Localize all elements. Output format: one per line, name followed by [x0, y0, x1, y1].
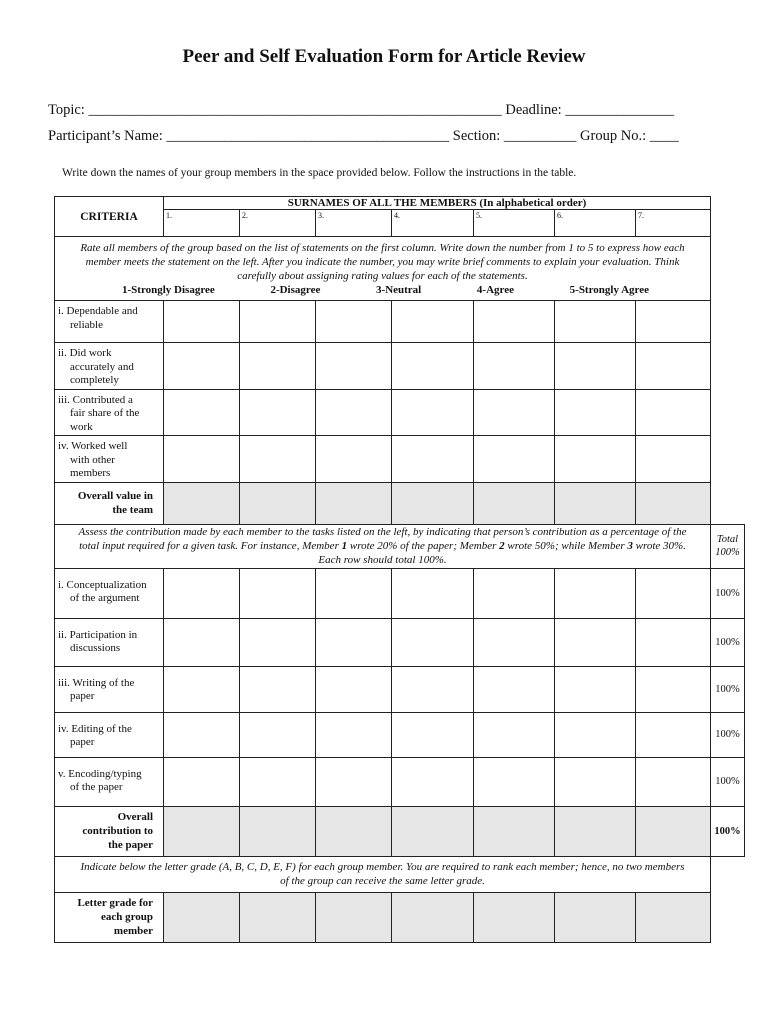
- contribution-cell[interactable]: [240, 757, 316, 806]
- contribution-cell[interactable]: [392, 712, 474, 757]
- contribution-cell[interactable]: [240, 618, 316, 666]
- rating-cell[interactable]: [474, 343, 555, 390]
- letter-grade-line: member: [113, 925, 153, 937]
- rating-cell[interactable]: [474, 389, 555, 436]
- contribution-cell[interactable]: [474, 568, 555, 618]
- criterion-label: [55, 436, 164, 483]
- rating-cell[interactable]: [555, 343, 636, 390]
- task-line: discussions: [70, 642, 121, 654]
- task-line: iv. Editing of the: [58, 722, 132, 735]
- contribution-cell[interactable]: [555, 618, 636, 666]
- scale-4: 4-Agree: [476, 283, 514, 296]
- task-line: of the argument: [70, 592, 140, 604]
- rating-cell[interactable]: [392, 436, 474, 483]
- contribution-cell[interactable]: [636, 618, 711, 666]
- section-field[interactable]: __________: [503, 128, 577, 144]
- rating-cell[interactable]: [164, 343, 240, 390]
- letter-grade-cell[interactable]: [316, 892, 392, 942]
- criterion-line: iv. Worked well: [58, 440, 128, 452]
- scale-2: 2-Disagree: [270, 283, 321, 296]
- contribution-cell[interactable]: [240, 666, 316, 712]
- total-value: 100%: [715, 547, 740, 558]
- task-line: i. Conceptualization: [58, 578, 147, 591]
- rating-cell[interactable]: [240, 389, 316, 436]
- rating-cell[interactable]: [636, 301, 711, 343]
- rating-cell[interactable]: [636, 343, 711, 390]
- participant-name-label: Participant’s Name:: [48, 128, 163, 144]
- letter-grade-label: [55, 892, 164, 942]
- rating-cell[interactable]: [555, 301, 636, 343]
- contribution-cell[interactable]: [164, 712, 240, 757]
- member-ref: 1: [341, 540, 348, 552]
- rating-cell[interactable]: [474, 301, 555, 343]
- contribution-cell[interactable]: [316, 618, 392, 666]
- overall-contribution-line: Overall: [117, 811, 153, 823]
- task-line: of the paper: [70, 781, 123, 793]
- contribution-cell[interactable]: [636, 666, 711, 712]
- overall-contribution-total: 100%: [711, 806, 745, 856]
- contribution-row: [55, 757, 745, 806]
- contribution-row: [55, 666, 745, 712]
- overall-value-cell[interactable]: [392, 482, 474, 524]
- letter-grade-cell[interactable]: [240, 892, 316, 942]
- rating-cell[interactable]: [636, 389, 711, 436]
- overall-value-line: the team: [112, 504, 153, 516]
- row-total: 100%: [711, 757, 745, 806]
- deadline-label: Deadline:: [505, 102, 562, 118]
- form-title: Peer and Self Evaluation Form for Article Review: [182, 46, 586, 67]
- member-name-cell-4[interactable]: 4.: [392, 210, 474, 237]
- overall-contribution-cell[interactable]: [474, 806, 555, 856]
- overall-value-cell[interactable]: [555, 482, 636, 524]
- rating-cell[interactable]: [316, 436, 392, 483]
- rating-scale: [58, 283, 707, 297]
- criterion-line: fair share of the: [70, 407, 140, 419]
- rating-cell[interactable]: [240, 436, 316, 483]
- contribution-cell[interactable]: [392, 757, 474, 806]
- member-name-cell-2[interactable]: 2.: [240, 210, 316, 237]
- member-name-cell-1[interactable]: 1.: [164, 210, 240, 237]
- task-line: v. Encoding/typing: [58, 767, 142, 780]
- scale-1: 1-Strongly Disagree: [122, 283, 215, 296]
- criterion-line: with other: [70, 453, 115, 466]
- contribution-cell[interactable]: [636, 568, 711, 618]
- contribution-cell[interactable]: [392, 568, 474, 618]
- contribution-cell[interactable]: [316, 757, 392, 806]
- criterion-line: completely: [70, 374, 119, 386]
- rating-cell[interactable]: [392, 343, 474, 390]
- rating-cell[interactable]: [636, 436, 711, 483]
- rating-row: [55, 301, 745, 343]
- member-name-cell-5[interactable]: 5.: [474, 210, 555, 237]
- overall-contribution-line: contribution to: [82, 825, 153, 837]
- contribution-text: wrote 30%. Each row should total 100%.: [318, 540, 686, 566]
- total-label: Total: [716, 534, 739, 545]
- overall-value-cell[interactable]: [474, 482, 555, 524]
- rating-cell[interactable]: [164, 436, 240, 483]
- overall-contribution-cell[interactable]: [555, 806, 636, 856]
- row-total: 100%: [711, 712, 745, 757]
- overall-value-cell[interactable]: [316, 482, 392, 524]
- rating-instruction: [55, 237, 711, 301]
- contribution-cell[interactable]: [316, 712, 392, 757]
- overall-contribution-line: the paper: [108, 839, 153, 851]
- overall-contribution-row: [55, 806, 745, 856]
- overall-contribution-cell[interactable]: [636, 806, 711, 856]
- rating-cell[interactable]: [240, 301, 316, 343]
- contribution-cell[interactable]: [164, 618, 240, 666]
- criterion-label: [55, 301, 164, 343]
- participant-line: [48, 128, 679, 145]
- member-name-cell-3[interactable]: 3.: [316, 210, 392, 237]
- rating-cell[interactable]: [392, 389, 474, 436]
- letter-grade-cell[interactable]: [636, 892, 711, 942]
- criteria-header: CRITERIA: [55, 197, 164, 237]
- rating-cell[interactable]: [316, 343, 392, 390]
- members-header: SURNAMES OF ALL THE MEMBERS (In alphabetical order): [164, 197, 711, 210]
- contribution-text: wrote 50%; while Member: [504, 540, 628, 552]
- topic-label: Topic:: [48, 102, 85, 118]
- rating-cell[interactable]: [392, 301, 474, 343]
- member-ref: 3: [627, 540, 633, 552]
- contribution-cell[interactable]: [164, 757, 240, 806]
- criterion-line: iii. Contributed a: [58, 393, 133, 406]
- scale-3: 3-Neutral: [376, 283, 422, 296]
- rating-instruction-text: Rate all members of the group based on the list of statements on the first column. Write down the number from 1 to 5 to express how each member meets the statement on the left. After you indicate the number, you may write brief comments to explain your evaluation. Think carefully about assigning rating values for each of the statements.: [80, 241, 685, 282]
- contribution-cell[interactable]: [240, 568, 316, 618]
- rating-cell[interactable]: [555, 389, 636, 436]
- contribution-cell[interactable]: [316, 568, 392, 618]
- criterion-label: [55, 343, 164, 390]
- rating-cell[interactable]: [316, 301, 392, 343]
- rating-cell[interactable]: [164, 301, 240, 343]
- task-label: [55, 712, 164, 757]
- rating-cell[interactable]: [316, 389, 392, 436]
- overall-contribution-cell[interactable]: [240, 806, 316, 856]
- task-line: ii. Participation in: [58, 628, 138, 641]
- criterion-line: reliable: [70, 318, 103, 331]
- member-ref: 2: [499, 540, 505, 552]
- criterion-line: members: [70, 467, 111, 479]
- group-no-field[interactable]: ____: [649, 128, 679, 144]
- contribution-text: wrote 20% of the paper; Member: [347, 540, 500, 552]
- task-line: paper: [70, 690, 95, 702]
- contribution-cell[interactable]: [164, 568, 240, 618]
- contribution-cell[interactable]: [316, 666, 392, 712]
- contribution-cell[interactable]: [555, 757, 636, 806]
- criterion-line: accurately and: [70, 360, 134, 373]
- evaluation-table: [54, 196, 745, 943]
- total-header: [711, 524, 745, 568]
- contribution-cell[interactable]: [474, 757, 555, 806]
- rating-row: [55, 343, 745, 390]
- contribution-cell[interactable]: [164, 666, 240, 712]
- task-label: [55, 666, 164, 712]
- overall-contribution-label: [55, 806, 164, 856]
- rating-cell[interactable]: [164, 389, 240, 436]
- rating-cell[interactable]: [240, 343, 316, 390]
- participant-name-field[interactable]: _______________________________________: [166, 128, 450, 144]
- task-label: [55, 757, 164, 806]
- letter-grade-cell[interactable]: [164, 892, 240, 942]
- contribution-cell[interactable]: [474, 712, 555, 757]
- rating-cell[interactable]: [555, 436, 636, 483]
- overall-contribution-cell[interactable]: [316, 806, 392, 856]
- overall-value-label: [55, 482, 164, 524]
- contribution-cell[interactable]: [555, 568, 636, 618]
- grade-instruction: Indicate below the letter grade (A, B, C, D, E, F) for each group member. You are required to rank each member; hence, no two members of the group can receive the same letter grade.: [55, 856, 711, 892]
- task-line: iii. Writing of the: [58, 676, 135, 689]
- group-no-label: Group No.:: [580, 128, 647, 144]
- deadline-field[interactable]: _______________: [565, 102, 675, 118]
- contribution-text: Assess the contribution made by each member to the tasks listed on the left, by indicating that person’s contribution as a percentage of the total input required for a given task. For instance, Member: [78, 526, 687, 552]
- overall-contribution-cell[interactable]: [392, 806, 474, 856]
- overall-value-cell[interactable]: [636, 482, 711, 524]
- overall-value-cell[interactable]: [164, 482, 240, 524]
- section-label: Section:: [452, 128, 501, 144]
- task-label: [55, 618, 164, 666]
- criterion-line: i. Dependable and: [58, 305, 138, 317]
- criterion-line: work: [70, 420, 93, 433]
- rating-row: [55, 389, 745, 436]
- criterion-line: ii. Did work: [58, 347, 112, 359]
- rating-cell[interactable]: [474, 436, 555, 483]
- contribution-cell[interactable]: [474, 666, 555, 712]
- rating-row: [55, 436, 745, 483]
- task-label: [55, 568, 164, 618]
- contribution-cell[interactable]: [474, 618, 555, 666]
- topic-field[interactable]: _________________________________________________________: [88, 102, 502, 118]
- letter-grade-cell[interactable]: [392, 892, 474, 942]
- overall-value-cell[interactable]: [240, 482, 316, 524]
- letter-grade-row: [55, 892, 745, 942]
- contribution-row: [55, 712, 745, 757]
- instruction-text: Write down the names of your group members in the space provided below. Follow the instructions in the table.: [62, 167, 577, 179]
- overall-contribution-cell[interactable]: [164, 806, 240, 856]
- task-line: paper: [70, 736, 95, 748]
- contribution-cell[interactable]: [555, 666, 636, 712]
- contribution-row: [55, 568, 745, 618]
- contribution-cell[interactable]: [392, 618, 474, 666]
- contribution-cell[interactable]: [240, 712, 316, 757]
- scale-5: 5-Strongly Agree: [569, 283, 649, 296]
- letter-grade-line: each group: [100, 911, 153, 923]
- contribution-cell[interactable]: [636, 712, 711, 757]
- contribution-instruction: [55, 524, 711, 568]
- overall-value-row: [55, 482, 745, 524]
- contribution-cell[interactable]: [555, 712, 636, 757]
- letter-grade-line: Letter grade for: [77, 897, 153, 909]
- contribution-cell[interactable]: [392, 666, 474, 712]
- letter-grade-cell[interactable]: [474, 892, 555, 942]
- row-total: 100%: [711, 666, 745, 712]
- overall-value-line: Overall value in: [77, 490, 153, 502]
- criterion-label: [55, 389, 164, 436]
- topic-line: [48, 102, 674, 119]
- row-total: 100%: [711, 618, 745, 666]
- letter-grade-cell[interactable]: [555, 892, 636, 942]
- contribution-cell[interactable]: [636, 757, 711, 806]
- row-total: 100%: [711, 568, 745, 618]
- member-name-cell-6[interactable]: 6.: [555, 210, 636, 237]
- contribution-row: [55, 618, 745, 666]
- member-name-cell-7[interactable]: 7.: [636, 210, 711, 237]
